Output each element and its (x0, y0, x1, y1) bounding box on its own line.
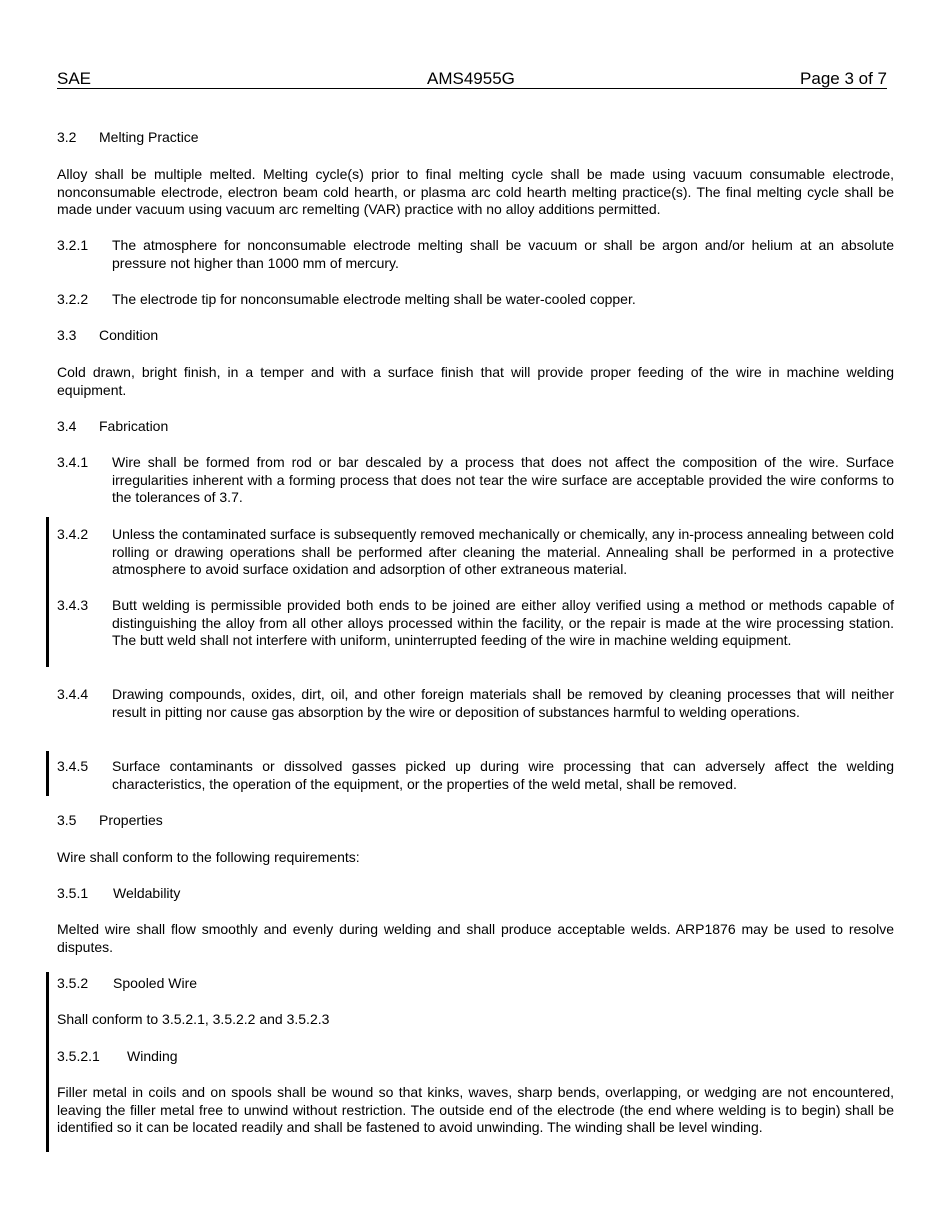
item-number: 3.4.4 (57, 686, 89, 702)
item-text: Unless the contaminated surface is subsequently removed mechanically or chemically, any in-process annealing between cold rolling or drawing operations shall be performed after cleaning the material. Annealing shall be performed in a protective atmosphere to avoid surface oxidation and adsorption of other extraneous material. (112, 526, 894, 578)
section-number: 3.5.2.1 (57, 1048, 100, 1064)
section-heading-3-2 (57, 129, 894, 147)
section-number: 3.5.1 (57, 885, 89, 901)
item-text: The electrode tip for nonconsumable electrode melting shall be water-cooled copper. (112, 291, 636, 307)
item-3-4-1 (57, 454, 894, 507)
paragraph-3-5-2: Shall conform to 3.5.2.1, 3.5.2.2 and 3.5.2.3 (57, 1011, 330, 1027)
item-text: Surface contaminants or dissolved gasses picked up during wire processing that can adversely affect the welding characteristics, the operation of the equipment, or the properties of the weld metal, shall be removed. (112, 758, 894, 792)
header-doc-number: AMS4955G (427, 69, 515, 88)
item-text: Butt welding is permissible provided both ends to be joined are either alloy verified using a method or methods capable of distinguishing the alloy from all other alloys processed within the facility, or the repair is made at the wire processing station. The butt weld shall not interfere with uniform, uninterrupted feeding of the wire in machine welding equipment. (112, 597, 894, 649)
section-heading-3-3 (57, 327, 894, 345)
section-title: Spooled Wire (113, 975, 198, 991)
item-3-4-4 (57, 686, 894, 721)
section-title: Weldability (113, 885, 181, 901)
section-heading-3-5-1 (57, 885, 894, 903)
section-title: Winding (127, 1048, 178, 1064)
section-number: 3.3 (57, 327, 77, 343)
section-number: 3.5.2 (57, 975, 89, 991)
section-heading-3-5-2-1 (57, 1048, 894, 1066)
item-text: Wire shall be formed from rod or bar descaled by a process that does not affect the composition of the wire. Surface irregularities inherent with a forming process that does not tear the wire surface are acceptable provided the wire conforms to the tolerances of 3.7. (112, 454, 894, 506)
item-number: 3.2.1 (57, 237, 89, 253)
item-3-4-2 (57, 526, 894, 579)
section-heading-3-5 (57, 812, 894, 830)
revision-bar (46, 751, 49, 796)
section-number: 3.2 (57, 129, 77, 145)
section-title: Melting Practice (99, 129, 199, 145)
paragraph-3-5-1: Melted wire shall flow smoothly and evenly during welding and shall produce acceptable welds. ARP1876 may be used to resolve disputes. (57, 921, 894, 955)
item-3-2-2 (57, 291, 894, 309)
header-page-number: Page 3 of 7 (800, 69, 887, 88)
item-3-4-3 (57, 597, 894, 650)
item-number: 3.4.3 (57, 597, 89, 613)
item-number: 3.4.2 (57, 526, 89, 542)
item-3-2-1 (57, 237, 894, 272)
revision-bar (46, 517, 49, 667)
header-org: SAE (57, 69, 92, 88)
section-number: 3.4 (57, 418, 77, 434)
paragraph-3-5: Wire shall conform to the following requirements: (57, 849, 360, 865)
section-heading-3-5-2 (57, 975, 894, 993)
section-title: Fabrication (99, 418, 169, 434)
item-text: Drawing compounds, oxides, dirt, oil, and other foreign materials shall be removed by cleaning processes that will neither result in pitting nor cause gas absorption by the wire or deposition of substances harmful to welding operations. (112, 686, 894, 720)
item-number: 3.2.2 (57, 291, 89, 307)
section-title: Condition (99, 327, 159, 343)
item-text: The atmosphere for nonconsumable electrode melting shall be vacuum or shall be argon and/or helium at an absolute pressure not higher than 1000 mm of mercury. (112, 237, 894, 271)
paragraph-3-3: Cold drawn, bright finish, in a temper and with a surface finish that will provide proper feeding of the wire in machine welding equipment. (57, 364, 894, 398)
item-number: 3.4.5 (57, 758, 89, 774)
item-number: 3.4.1 (57, 454, 89, 470)
section-heading-3-4 (57, 418, 894, 436)
revision-bar (46, 972, 49, 1152)
section-number: 3.5 (57, 812, 77, 828)
page-header (57, 69, 887, 89)
item-3-4-5 (57, 758, 894, 793)
section-title: Properties (99, 812, 163, 828)
paragraph-3-2: Alloy shall be multiple melted. Melting cycle(s) prior to final melting cycle shall be made using vacuum consumable electrode, nonconsumable electrode, electron beam cold hearth, or plasma arc cold hearth melting practice(s). The final melting cycle shall be made under vacuum using vacuum arc remelting (VAR) practice with no alloy additions permitted. (57, 166, 894, 218)
paragraph-3-5-2-1: Filler metal in coils and on spools shall be wound so that kinks, waves, sharp bends, overlapping, or wedging are not encountered, leaving the filler metal free to unwind without restriction. The outside end of the electrode (the end where welding is to begin) shall be identified so it can be located readily and shall be fastened to avoid unwinding. The winding shall be level winding. (57, 1084, 894, 1136)
